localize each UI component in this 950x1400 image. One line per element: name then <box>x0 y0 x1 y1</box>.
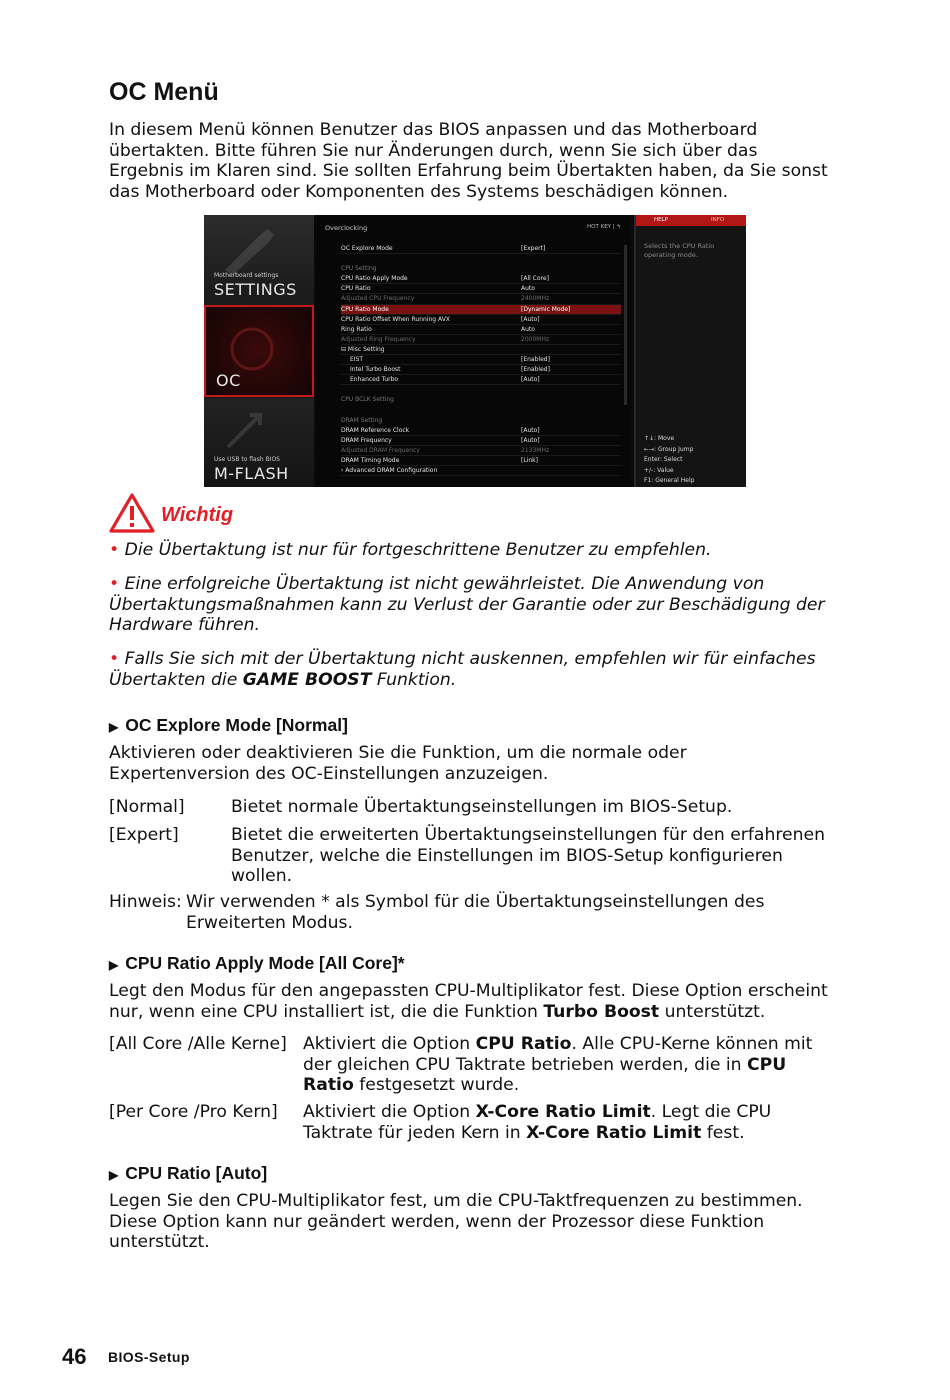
warning-bullet-text: Falls Sie sich mit der Übertaktung nicht auskennen, empfehlen wir für einfaches Übertakten die <box>109 649 816 690</box>
bios-setting-row <box>341 395 621 405</box>
bios-setting-label: CPU BCLK Setting <box>341 396 394 404</box>
note-key: Hinweis: <box>109 892 182 912</box>
bios-setting-label: Enhanced Turbo <box>350 376 399 384</box>
warning-bullet <box>109 540 831 561</box>
section-heading-cpu-ratio-apply <box>109 953 405 974</box>
warning-label: Wichtig <box>161 504 234 526</box>
bios-side-oc <box>204 305 314 397</box>
bios-setting-row <box>341 335 621 345</box>
bios-setting-row <box>341 355 621 365</box>
bios-setting-row <box>341 305 621 315</box>
bios-key-hint: ↑↓: Move <box>644 435 675 442</box>
bios-setting-value: [Auto] <box>521 315 540 323</box>
warning-icon <box>109 492 155 534</box>
bios-setting-row <box>341 284 621 294</box>
section-body-text: Legt den Modus für den angepassten CPU-Multiplikator fest. Diese Option erscheint nur, wenn eine CPU installiert ist, die die Funktion <box>109 981 828 1022</box>
option-key: [All Core /Alle Kerne] <box>109 1034 287 1054</box>
section-heading-cpu-ratio <box>109 1163 267 1184</box>
page-number: 46 <box>62 1344 87 1369</box>
bios-setting-value: [Auto] <box>521 426 540 434</box>
bios-setting-row <box>341 375 621 385</box>
option-desc <box>303 1034 831 1096</box>
section-body-text-end: unterstützt. <box>659 1001 766 1022</box>
bios-heading: Overclocking <box>325 224 368 232</box>
bios-setting-row <box>341 446 621 456</box>
section-heading-oc-explore <box>109 715 348 736</box>
bios-setting-label: Adjusted Ring Frequency <box>341 335 416 343</box>
bios-key-hint: F1: General Help <box>644 477 695 484</box>
bios-setting-value: [Auto] <box>521 376 540 384</box>
section-heading-text: CPU Ratio [Auto] <box>125 1163 268 1183</box>
bios-setting-value: 2133MHz <box>521 446 550 454</box>
turbo-boost-term: Turbo Boost <box>543 1001 660 1022</box>
option-desc <box>303 1102 831 1143</box>
bios-setting-row <box>341 365 621 375</box>
bios-setting-label: › Advanced DRAM Configuration <box>341 467 438 475</box>
bios-key-legend <box>644 434 744 487</box>
bios-setting-row <box>341 416 621 426</box>
warning-bullet-text: Eine erfolgreiche Übertaktung ist nicht gewährleistet. Die Anwendung von Übertaktungsmaßnahmen kann zu Verlust der Garantie oder zur Beschädigung der Hardware führen. <box>109 574 825 635</box>
bios-rows <box>341 244 621 476</box>
bios-key-hint: +/-: Value <box>644 466 674 474</box>
bios-side-settings-sub: Motherboard settings <box>214 272 279 279</box>
warning-bullet-text: Die Übertaktung ist nur für fortgeschrittene Benutzer zu empfehlen. <box>124 540 712 560</box>
bios-setting-label: CPU Setting <box>341 265 377 273</box>
bios-setting-row <box>341 456 621 466</box>
bios-side-mflash-sub: Use USB to flash BIOS <box>214 456 280 463</box>
option-desc: Bietet die erweiterten Übertaktungseinstellungen für den erfahrenen Benutzer, welche die Einstellungen im BIOS-Setup konfigurieren wollen. <box>231 825 825 886</box>
bios-setting-row <box>341 406 621 416</box>
wrench-icon <box>220 225 280 275</box>
flash-icon <box>220 407 280 457</box>
x-core-ratio-term: X-Core Ratio Limit <box>526 1122 702 1143</box>
option-desc-text: . Alle CPU-Kerne können mit der gleichen CPU Taktrate betrieben werden, die in <box>303 1034 813 1075</box>
bios-setting-row <box>341 385 621 395</box>
bios-setting-row <box>341 436 621 446</box>
bios-help-text: Selects the CPU Ratio operating mode. <box>644 242 715 259</box>
bios-setting-value: [Expert] <box>521 245 546 252</box>
x-core-ratio-term: X-Core Ratio Limit <box>475 1102 651 1122</box>
bios-setting-label: EIST <box>350 356 364 364</box>
bios-setting-label: Ring Ratio <box>341 325 372 333</box>
bios-key-hint: ←→: Group Jump <box>644 445 694 453</box>
bios-setting-row <box>341 315 621 325</box>
bios-side-settings <box>204 215 314 303</box>
bios-setting-value: [All Core] <box>521 275 549 283</box>
bios-side-mflash <box>204 399 314 487</box>
section-heading-text: CPU Ratio Apply Mode [All Core]* <box>125 953 405 973</box>
bios-setting-label: ⊟ Misc Setting <box>341 345 385 353</box>
bios-setting-value: [Enabled] <box>521 356 550 364</box>
section-body: Aktivieren oder deaktivieren Sie die Funktion, um die normale oder Expertenversion des OC-Einstellungen anzuzeigen. <box>109 743 687 784</box>
gauge-icon <box>222 321 282 371</box>
bios-setting-value: [Dynamic Mode] <box>521 305 571 313</box>
bios-help-tabs <box>636 215 746 226</box>
bios-setting-value: [Auto] <box>521 436 540 444</box>
bios-setting-label: Intel Turbo Boost <box>350 366 401 374</box>
bios-setting-value: [Link] <box>521 456 538 464</box>
note-text: Wir verwenden * als Symbol für die Übertaktungseinstellungen des Erweiterten Modus. <box>186 892 765 933</box>
bullet-dot: • <box>109 540 120 560</box>
bios-setting-label: DRAM Reference Clock <box>341 426 410 434</box>
bullet-dot: • <box>109 649 120 669</box>
bios-hotkey: HOT KEY | ↰ <box>587 224 621 230</box>
bios-setting-row <box>341 426 621 436</box>
bios-setting-row <box>341 244 621 254</box>
bios-setting-label: CPU Ratio Apply Mode <box>341 275 408 283</box>
bios-main-panel <box>316 215 631 487</box>
triangle-right-icon: ▶ <box>109 720 119 734</box>
section-body: Legen Sie den CPU-Multiplikator fest, um die CPU-Taktfrequenzen zu bestimmen. Diese Option kann nur geändert werden, wenn der Prozessor diese Funktion unterstützt. <box>109 1191 803 1252</box>
bios-setting-value: Auto <box>521 285 535 293</box>
bios-setting-label: DRAM Setting <box>341 416 383 424</box>
bios-setting-row <box>341 274 621 284</box>
option-desc: Bietet normale Übertaktungseinstellungen im BIOS-Setup. <box>231 797 733 817</box>
section-body <box>109 981 831 1022</box>
bios-setting-value: 2400MHz <box>521 295 550 303</box>
bios-side-oc-title: OC <box>216 371 241 390</box>
tab-info: INFO <box>711 217 725 223</box>
bios-setting-label: CPU Ratio Offset When Running AVX <box>341 315 450 323</box>
page-title: OC Menü <box>109 78 219 106</box>
triangle-right-icon: ▶ <box>109 1168 119 1182</box>
intro-paragraph: In diesem Menü können Benutzer das BIOS anpassen und das Motherboard übertakten. Bitte führen Sie nur Änderungen durch, wenn Sie sich über das Ergebnis im Klaren sind. Sie sollten Erfahrung beim Übertakten haben, da Sie sonst das Motherboard oder Komponenten des Systems beschädigen können. <box>109 120 828 202</box>
option-desc-text: fest. <box>701 1122 745 1143</box>
bios-setting-label: OC Explore Mode <box>341 245 393 252</box>
bios-setting-row <box>341 264 621 274</box>
warning-bullet <box>109 649 831 690</box>
warning-bullet <box>109 574 831 636</box>
footer-label: BIOS-Setup <box>108 1349 190 1365</box>
option-desc-text: Aktiviert die Option <box>303 1034 476 1054</box>
bios-setting-value: 2000MHz <box>521 335 550 343</box>
bios-side-settings-title: SETTINGS <box>214 280 297 299</box>
bios-setting-row <box>341 325 621 335</box>
game-boost-term: GAME BOOST <box>242 669 372 690</box>
bios-sidebar <box>204 215 314 487</box>
triangle-right-icon: ▶ <box>109 958 119 972</box>
warning-bullet-text-end: Funktion. <box>371 669 457 690</box>
bios-setting-label: CPU Ratio <box>341 285 371 293</box>
cpu-ratio-term: CPU Ratio <box>475 1034 572 1054</box>
bios-key-hint: Enter: Select <box>644 456 683 463</box>
bios-setting-row <box>341 294 621 304</box>
option-desc-text: Aktiviert die Option <box>303 1102 476 1122</box>
bios-setting-row <box>341 254 621 264</box>
tab-help: HELP <box>654 217 668 223</box>
bios-scrollbar <box>624 245 627 405</box>
bios-setting-label: Adjusted CPU Frequency <box>341 295 415 303</box>
bios-setting-label: Adjusted DRAM Frequency <box>341 446 420 454</box>
section-heading-text: OC Explore Mode [Normal] <box>125 715 348 735</box>
bios-setting-label: DRAM Frequency <box>341 436 392 444</box>
bios-setting-value: Auto <box>521 325 535 333</box>
option-key: [Normal] <box>109 797 185 817</box>
bios-setting-row <box>341 345 621 355</box>
bullet-dot: • <box>109 574 120 594</box>
option-desc-text: . Legt die CPU Taktrate für jeden Kern in <box>303 1102 772 1143</box>
option-key: [Per Core /Pro Kern] <box>109 1102 278 1122</box>
cpu-ratio-term: CPU Ratio <box>303 1054 787 1095</box>
option-desc-text: festgesetzt wurde. <box>353 1075 520 1095</box>
bios-side-mflash-title: M-FLASH <box>214 464 289 483</box>
bios-setting-value: [Enabled] <box>521 366 550 374</box>
bios-setting-row <box>341 466 621 476</box>
bios-help-panel <box>634 215 746 487</box>
bios-screenshot <box>204 215 746 487</box>
option-key: [Expert] <box>109 825 179 845</box>
bios-setting-label: CPU Ratio Mode <box>341 305 389 313</box>
bios-setting-label: DRAM Timing Mode <box>341 456 400 464</box>
